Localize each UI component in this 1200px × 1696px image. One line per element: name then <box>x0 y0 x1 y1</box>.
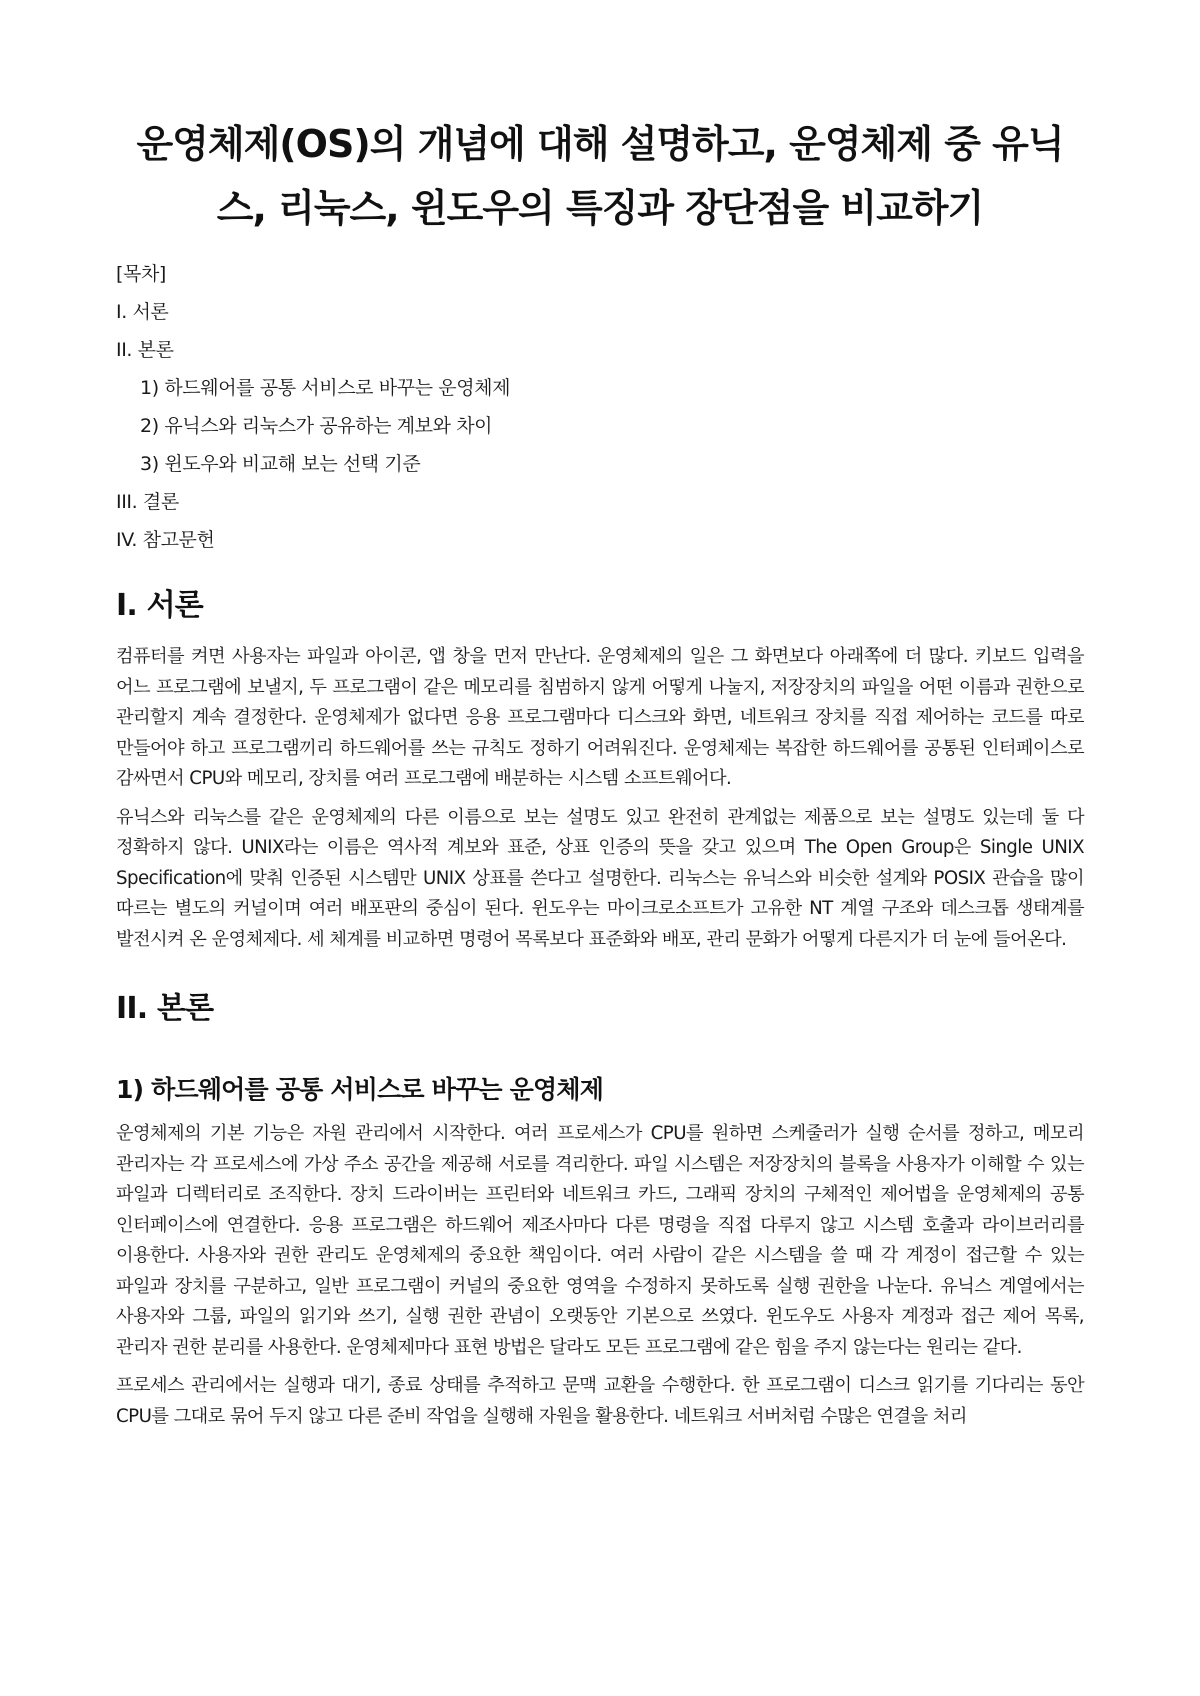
toc-item-references: IV. 참고문헌 <box>116 529 215 551</box>
document-title: 운영체제(OS)의 개념에 대해 설명하고, 운영체제 중 유닉스, 리눅스, 윈도우의 특징과 장단점을 비교하기 <box>136 122 1064 230</box>
introduction-paragraph-1: 컴퓨터를 켜면 사용자는 파일과 아이콘, 앱 창을 먼저 만난다. 운영체제의 일은 그 화면보다 아래쪽에 더 많다. 키보드 입력을 어느 프로그램에 보낼지, 두 프로그램이 같은 메모리를 침범하지 않게 어떻게 나눌지, 저장장치의 파일을 어떤 이름과 권한으로 관리할지 계속 결정한다. 운영체제가 없다면 응용 프로그램마다 디스크와 화면, 네트워크 장치를 직접 제어하는 코드를 따로 만들어야 하고 프로그램끼리 하드웨어를 쓰는 규칙도 정하기 어려워진다. 운영체제는 복잡한 하드웨어를 공통된 인터페이스로 감싸면서 CPU와 메모리, 장치를 여러 프로그램에 배분하는 시스템 소프트웨어다. <box>116 646 1084 789</box>
toc-subitem-1: 1) 하드웨어를 공통 서비스로 바꾸는 운영체제 <box>140 377 511 399</box>
table-of-contents <box>116 262 1084 552</box>
toc-item-body: II. 본론 <box>116 339 174 361</box>
body-paragraph-2: 프로세스 관리에서는 실행과 대기, 종료 상태를 추적하고 문맥 교환을 수행한다. 한 프로그램이 디스크 읽기를 기다리는 동안 CPU를 그대로 묶어 두지 않고 다른 준비 작업을 실행해 자원을 활용한다. 네트워크 서버처럼 수많은 연결을 처리 <box>116 1375 1084 1427</box>
toc-heading: [목차] <box>116 263 166 285</box>
toc-item-conclusion: III. 결론 <box>116 491 179 513</box>
subsection-heading-1: 1) 하드웨어를 공통 서비스로 바꾸는 운영체제 <box>116 1075 604 1104</box>
toc-subitem-2: 2) 유닉스와 리눅스가 공유하는 계보와 차이 <box>140 415 493 437</box>
toc-item-introduction: I. 서론 <box>116 301 169 323</box>
body-paragraph-1: 운영체제의 기본 기능은 자원 관리에서 시작한다. 여러 프로세스가 CPU를 원하면 스케줄러가 실행 순서를 정하고, 메모리 관리자는 각 프로세스에 가상 주소 공간을 제공해 서로를 격리한다. 파일 시스템은 저장장치의 블록을 사용자가 이해할 수 있는 파일과 디렉터리로 조직한다. 장치 드라이버는 프린터와 네트워크 카드, 그래픽 장치의 구체적인 제어법을 운영체제의 공통 인터페이스에 연결한다. 응용 프로그램은 하드웨어 제조사마다 다른 명령을 직접 다루지 않고 시스템 호출과 라이브러리를 이용한다. 사용자와 권한 관리도 운영체제의 중요한 책임이다. 여러 사람이 같은 시스템을 쓸 때 각 계정이 접근할 수 있는 파일과 장치를 구분하고, 일반 프로그램이 커널의 중요한 영역을 수정하지 못하도록 실행 권한을 나눈다. 유닉스 계열에서는 사용자와 그룹, 파일의 읽기와 쓰기, 실행 권한 관념이 오랫동안 기본으로 쓰였다. 윈도우도 사용자 계정과 접근 제어 목록, 관리자 권한 분리를 사용한다. 운영체제마다 표현 방법은 달라도 모든 프로그램에 같은 힘을 주지 않는다는 원리는 같다. <box>116 1123 1084 1358</box>
toc-subitem-3: 3) 윈도우와 비교해 보는 선택 기준 <box>140 453 421 475</box>
introduction-paragraph-2: 유닉스와 리눅스를 같은 운영체제의 다른 이름으로 보는 설명도 있고 완전히 관계없는 제품으로 보는 설명도 있는데 둘 다 정확하지 않다. UNIX라는 이름은 역사적 계보와 표준, 상표 인증의 뜻을 갖고 있으며 The Open Group은 Single UNIX Specification에 맞춰 인증된 시스템만 UNIX 상표를 쓴다고 설명한다. 리눅스는 유닉스와 비슷한 설계와 POSIX 관습을 많이 따르는 별도의 커널이며 여러 배포판의 중심이 된다. 윈도우는 마이크로소프트가 고유한 NT 계열 구조와 데스크톱 생태계를 발전시켜 온 운영체제다. 세 체계를 비교하면 명령어 목록보다 표준화와 배포, 관리 문화가 어떻게 다른지가 더 눈에 들어온다. <box>116 806 1084 950</box>
section-heading-body: II. 본론 <box>116 991 214 1026</box>
section-heading-introduction: I. 서론 <box>116 588 203 623</box>
